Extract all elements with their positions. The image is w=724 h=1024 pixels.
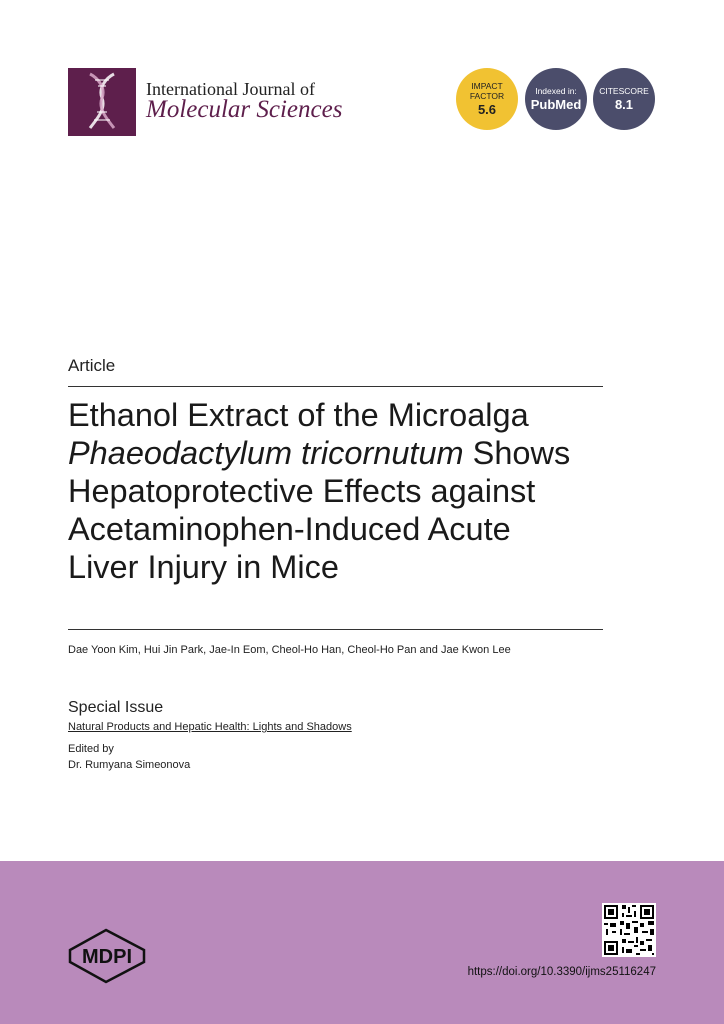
dna-helix-icon bbox=[68, 68, 136, 136]
journal-name-line2: Molecular Sciences bbox=[146, 96, 343, 123]
pubmed-value: PubMed bbox=[530, 96, 582, 112]
citescore-badge[interactable] bbox=[593, 68, 655, 130]
article-title bbox=[68, 396, 608, 586]
editor-name: Dr. Rumyana Simeonova bbox=[68, 759, 191, 771]
divider-bottom bbox=[68, 629, 603, 630]
impact-factor-badge[interactable] bbox=[456, 68, 518, 130]
citescore-value: 8.1 bbox=[614, 96, 634, 112]
pubmed-badge[interactable] bbox=[525, 68, 587, 130]
qr-code[interactable] bbox=[602, 903, 656, 957]
title-line-1: Ethanol Extract of the Microalga bbox=[68, 397, 529, 433]
divider-top bbox=[68, 386, 603, 387]
title-line-5: Liver Injury in Mice bbox=[68, 549, 339, 585]
special-issue-heading: Special Issue bbox=[68, 699, 164, 716]
special-issue-link[interactable]: Natural Products and Hepatic Health: Lights and Shadows bbox=[68, 721, 352, 733]
author-list: Dae Yoon Kim, Hui Jin Park, Jae-In Eom, Cheol-Ho Han, Cheol-Ho Pan and Jae Kwon Lee bbox=[68, 644, 511, 656]
doi-link[interactable]: https://doi.org/10.3390/ijms25116247 bbox=[467, 966, 656, 978]
journal-name-line1: International Journal of bbox=[146, 79, 315, 99]
title-line-3: Hepatoprotective Effects against bbox=[68, 473, 536, 509]
title-line-2 bbox=[68, 434, 608, 472]
citescore-label: CITESCORE bbox=[599, 85, 649, 96]
mdpi-logo bbox=[66, 928, 150, 989]
title-line-2-rest: Shows bbox=[472, 435, 571, 471]
journal-logo bbox=[68, 68, 136, 136]
article-type: Article bbox=[68, 356, 116, 375]
title-line-4: Acetaminophen-Induced Acute bbox=[68, 511, 511, 547]
impact-factor-label-2: FACTOR bbox=[469, 90, 505, 101]
title-species: Phaeodactylum tricornutum bbox=[68, 435, 464, 471]
impact-factor-label-1: IMPACT bbox=[471, 80, 503, 91]
edited-by-label: Edited by bbox=[68, 743, 114, 755]
pubmed-label: Indexed in: bbox=[535, 85, 577, 96]
impact-factor-value: 5.6 bbox=[477, 101, 497, 117]
publisher-name: MDPI bbox=[82, 946, 132, 968]
